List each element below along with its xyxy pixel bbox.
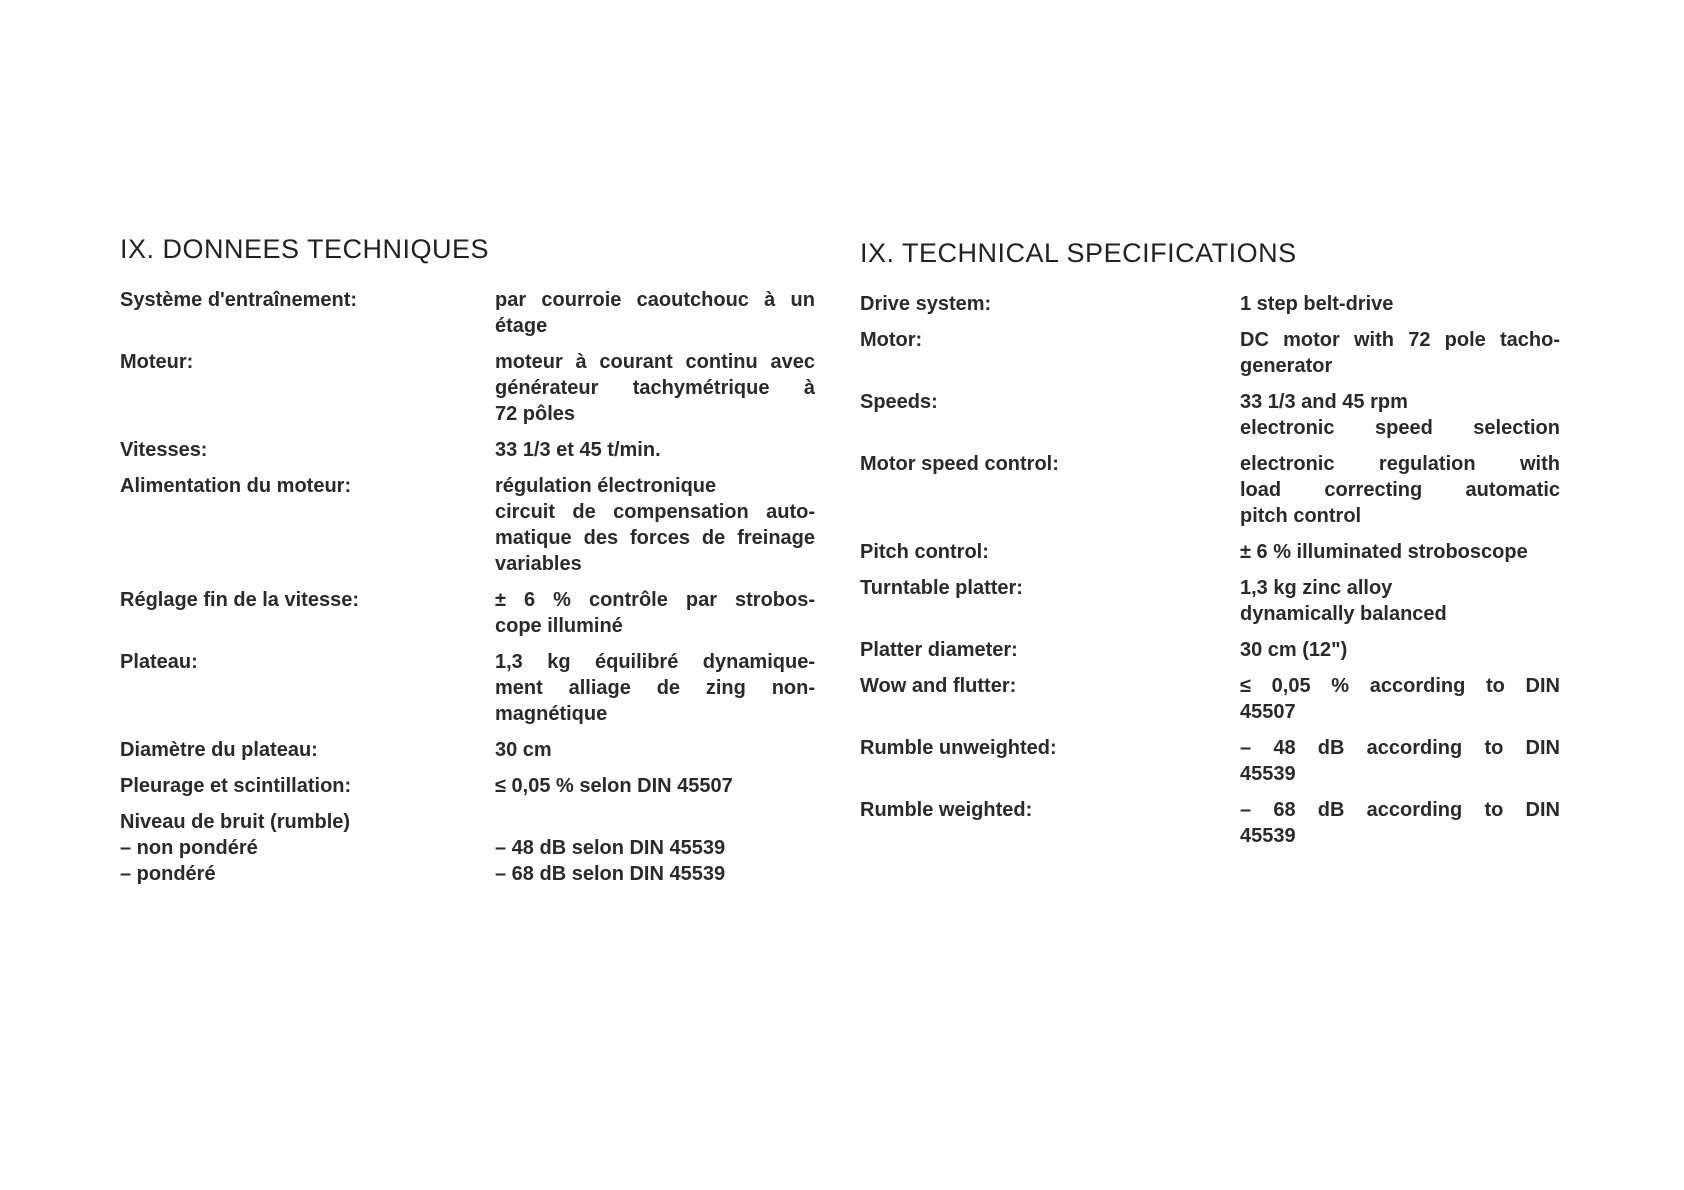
spec-value bbox=[495, 437, 815, 463]
english-section-title: IX. TECHNICAL SPECIFICATIONS bbox=[860, 238, 1297, 268]
value-line: 1,3 kg équilibré dynamique- bbox=[495, 651, 815, 673]
spec-row-wow-flutter-fr bbox=[120, 773, 820, 799]
value-line: – 68 dB selon DIN 45539 bbox=[495, 863, 726, 885]
spec-row-wow-flutter-en bbox=[860, 673, 1560, 725]
value-line: ± 6 % contrôle par strobos- bbox=[495, 589, 815, 611]
value-line: electronic regulation with bbox=[1240, 453, 1560, 475]
value-line: ≤ 0,05 % selon DIN 45507 bbox=[495, 775, 733, 797]
spec-value bbox=[1240, 291, 1560, 317]
spec-row-platter-diameter-fr bbox=[120, 737, 820, 763]
value-line: par courroie caoutchouc à un bbox=[495, 289, 815, 311]
value-line: generator bbox=[1240, 355, 1333, 377]
spec-row-motor-speed-control-en bbox=[860, 451, 1560, 529]
spec-value bbox=[495, 287, 815, 339]
spec-value bbox=[495, 473, 815, 577]
spec-label: Moteur: bbox=[120, 351, 194, 373]
spec-row-platter-fr bbox=[120, 649, 820, 727]
spec-label: Rumble unweighted: bbox=[860, 737, 1057, 759]
spec-value bbox=[1240, 797, 1560, 849]
value-line: ment alliage de zing non- bbox=[495, 677, 815, 699]
english-spec-column bbox=[860, 238, 1560, 859]
spec-row-drive-fr bbox=[120, 287, 820, 339]
value-line: – 48 dB according to DIN bbox=[1240, 737, 1560, 759]
noise-label: Niveau de bruit (rumble) bbox=[120, 811, 351, 833]
spec-label: Rumble weighted: bbox=[860, 799, 1033, 821]
spec-row-turntable-platter-en bbox=[860, 575, 1560, 627]
value-line: 30 cm (12") bbox=[1240, 639, 1348, 661]
value-line: 1,3 kg zinc alloy bbox=[1240, 577, 1393, 599]
spec-label: Diamètre du plateau: bbox=[120, 739, 318, 761]
spec-label: Motor: bbox=[860, 329, 923, 351]
spec-row-noise-fr bbox=[120, 809, 820, 887]
value-line: – 48 dB selon DIN 45539 bbox=[495, 837, 726, 859]
spec-row-speeds-en bbox=[860, 389, 1560, 441]
spec-row-platter-diameter-en bbox=[860, 637, 1560, 663]
value-line: étage bbox=[495, 315, 548, 337]
spec-row-drive-en bbox=[860, 291, 1560, 317]
value-line: régulation électronique bbox=[495, 475, 717, 497]
value-line: 72 pôles bbox=[495, 403, 576, 425]
spec-value bbox=[495, 349, 815, 427]
spec-value bbox=[1240, 451, 1560, 529]
value-line: 33 1/3 et 45 t/min. bbox=[495, 439, 661, 461]
spec-value bbox=[1240, 539, 1560, 565]
value-line: moteur à courant continu avec bbox=[495, 351, 815, 373]
spec-label: Système d'entraînement: bbox=[120, 289, 358, 311]
spec-row-rumble-weighted-en bbox=[860, 797, 1560, 849]
value-line: variables bbox=[495, 553, 582, 575]
spec-row-pitch-control-en bbox=[860, 539, 1560, 565]
spec-label: Alimentation du moteur: bbox=[120, 475, 352, 497]
spec-value bbox=[495, 737, 815, 763]
value-line: electronic speed selection bbox=[1240, 417, 1560, 439]
french-spec-column bbox=[120, 234, 820, 887]
spec-value bbox=[495, 649, 815, 727]
spec-row-motor-fr bbox=[120, 349, 820, 427]
noise-sub-label: – pondéré bbox=[120, 863, 216, 885]
spec-value bbox=[1240, 673, 1560, 725]
value-line: 1 step belt-drive bbox=[1240, 293, 1394, 315]
spec-row-motor-supply-fr bbox=[120, 473, 820, 577]
spec-label: Vitesses: bbox=[120, 439, 208, 461]
spec-row-speeds-fr bbox=[120, 437, 820, 463]
spec-value bbox=[1240, 735, 1560, 787]
value-line: 30 cm bbox=[495, 739, 552, 761]
french-section-title: IX. DONNEES TECHNIQUES bbox=[120, 234, 490, 264]
spec-label: Pleurage et scintillation: bbox=[120, 775, 352, 797]
value-line: – 68 dB according to DIN bbox=[1240, 799, 1560, 821]
spec-value bbox=[1240, 327, 1560, 379]
value-line: magnétique bbox=[495, 703, 608, 725]
value-line: DC motor with 72 pole tacho- bbox=[1240, 329, 1560, 351]
spec-label: Speeds: bbox=[860, 391, 938, 413]
value-line: circuit de compensation auto- bbox=[495, 501, 815, 523]
spec-label: Turntable platter: bbox=[860, 577, 1023, 599]
value-line: générateur tachymétrique à bbox=[495, 377, 815, 399]
value-line: pitch control bbox=[1240, 505, 1362, 527]
spec-label: Motor speed control: bbox=[860, 453, 1059, 475]
noise-sub-label: – non pondéré bbox=[120, 837, 258, 859]
spec-label: Platter diameter: bbox=[860, 639, 1018, 661]
spec-row-motor-en bbox=[860, 327, 1560, 379]
value-line: 45539 bbox=[1240, 763, 1296, 785]
spec-row-rumble-unweighted-en bbox=[860, 735, 1560, 787]
value-line: 45507 bbox=[1240, 701, 1296, 723]
spec-label: Drive system: bbox=[860, 293, 992, 315]
spec-row-fine-speed-fr bbox=[120, 587, 820, 639]
value-line: dynamically balanced bbox=[1240, 603, 1447, 625]
spec-value bbox=[1240, 637, 1560, 663]
value-line: ± 6 % illuminated stroboscope bbox=[1240, 541, 1528, 563]
spec-label: Wow and flutter: bbox=[860, 675, 1017, 697]
value-line: load correcting automatic bbox=[1240, 479, 1560, 501]
spec-label: Pitch control: bbox=[860, 541, 989, 563]
value-line: 33 1/3 and 45 rpm bbox=[1240, 391, 1408, 413]
spec-value bbox=[1240, 575, 1560, 627]
value-line: cope illuminé bbox=[495, 615, 623, 637]
value-line: matique des forces de freinage bbox=[495, 527, 815, 549]
spec-value bbox=[495, 587, 815, 639]
spec-value bbox=[1240, 389, 1560, 441]
value-line: 45539 bbox=[1240, 825, 1296, 847]
spec-value bbox=[495, 773, 815, 799]
value-line: ≤ 0,05 % according to DIN bbox=[1240, 675, 1560, 697]
spec-label: Plateau: bbox=[120, 651, 198, 673]
spec-label bbox=[120, 809, 495, 887]
spec-label: Réglage fin de la vitesse: bbox=[120, 589, 359, 611]
spec-value bbox=[495, 809, 815, 887]
